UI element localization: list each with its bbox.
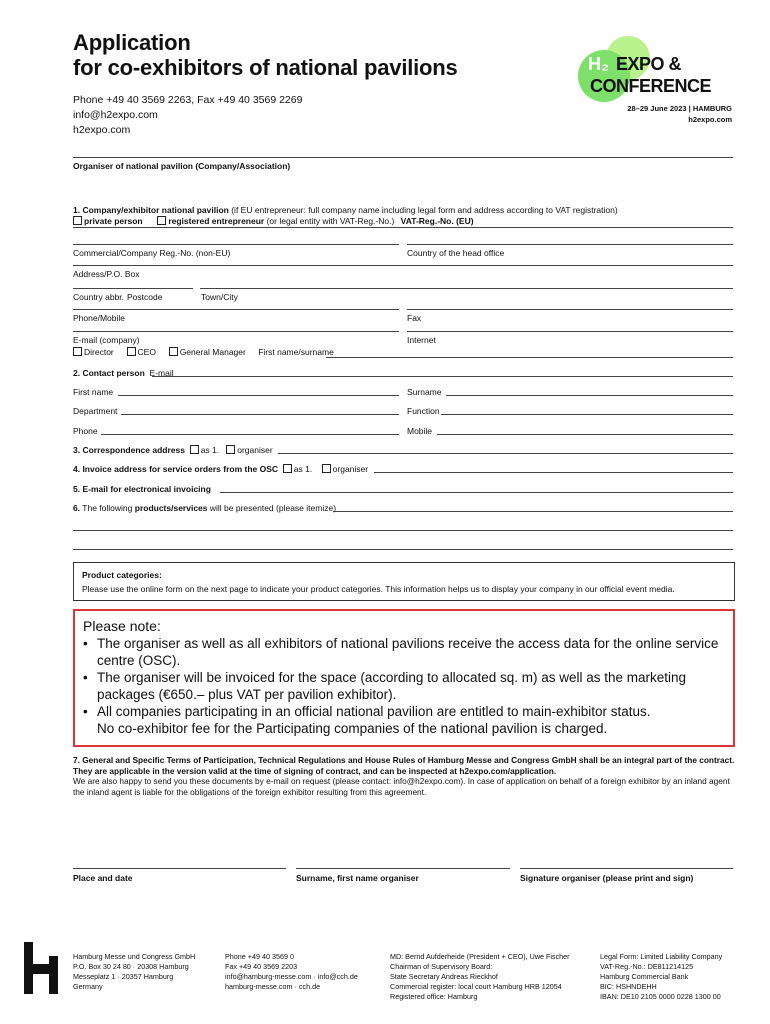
fax-label: Fax [407,313,422,323]
place-date-field[interactable] [73,868,286,869]
products-field-3[interactable] [73,549,733,550]
products-field-2[interactable] [73,530,733,531]
contact-info [73,93,302,138]
footer-line: IBAN: DE10 2105 0000 0228 1300 00 [600,992,721,1001]
footer-line: info@hamburg-messe.com · info@cch.de [225,972,358,981]
terms-text: We are also happy to send you these documents by e-mail on request (please contact: info@h2expo.com). In case of application on behalf of a foreign exhibitor by an inland agent the inland agent is liable for the obligations of the foreign exhibitor resulting from this agreement. [73,776,730,797]
entity-type-row [73,216,474,226]
footer-line: Chairman of Supervisory Board: [390,962,493,971]
surname-organiser-field[interactable] [296,868,510,869]
correspondence-organiser-checkbox[interactable] [226,445,235,454]
section-3-title: 3. Correspondence address [73,445,185,455]
section-6-bold: products/services [134,503,208,513]
section-1-note: (if EU entrepreneur: full company name including legal form and address according to VAT registration) [228,205,618,215]
footer-line: State Secretary Andreas Rieckhof [390,972,498,981]
invoice-organiser-label: organiser [332,464,369,474]
section-4-row [73,464,368,474]
logo-line-2: CONFERENCE [590,76,712,96]
surname-field[interactable] [446,395,733,396]
function-label: Function [407,406,440,416]
phone-label: Phone [73,426,98,436]
logo-line-1: EXPO & [616,54,682,74]
department-field[interactable] [121,414,399,415]
terms-section [73,755,738,797]
organiser-field[interactable] [73,157,733,158]
postcode-label: Postcode [127,292,163,302]
private-person-label: private person [84,216,143,226]
footer-line: Hamburg Messe und Congress GmbH [73,952,196,961]
products-field-1[interactable] [333,511,733,512]
ceo-label: CEO [137,347,156,357]
registered-entrepreneur-checkbox[interactable] [157,216,166,225]
ceo-checkbox[interactable] [127,347,136,356]
first-name-field[interactable] [118,395,399,396]
phone-field[interactable] [101,434,399,435]
internet-field[interactable] [407,331,733,332]
email-company-field[interactable] [73,331,399,332]
note-item: • The organiser will be invoiced for the space (according to allocated sq. m) as well as the marketing packages (€650.– plus VAT per pavilion exhibitor). [83,669,733,703]
private-person-checkbox[interactable] [73,216,82,225]
country-abbr-label: Country abbr. [73,292,125,302]
section-6-heading [73,503,336,513]
vat-label: VAT-Reg.-No. (EU) [400,216,474,226]
email-company-label: E-mail (company) [73,335,140,345]
correspondence-as1-label: as 1. [200,445,220,455]
hamburg-messe-logo [24,942,58,994]
footer-line: P.O. Box 30 24 80 · 20308 Hamburg [73,962,189,971]
director-checkbox[interactable] [73,347,82,356]
fax-field[interactable] [407,309,733,310]
footer-line: hamburg-messe.com · cch.de [225,982,321,991]
section-1-title: 1. Company/exhibitor national pavilion [73,205,229,215]
invoice-address-field[interactable] [374,472,733,473]
footer-line: Legal Form: Limited Liability Company [600,952,723,961]
correspondence-field[interactable] [278,453,733,454]
director-label: Director [84,347,114,357]
footer-line: Fax +49 40 3569 2203 [225,962,298,971]
please-note-box [73,609,735,747]
footer-company [73,952,195,992]
organiser-label: Organiser of national pavilion (Company/Association) [73,161,291,171]
country-head-field[interactable] [407,244,733,245]
general-manager-label: General Manager [179,347,246,357]
note-list [83,635,733,737]
note-item: • All companies participating in an official national pavilion are entitled to main-exhibitor status. [83,703,733,720]
logo-url: h2expo.com [688,115,732,124]
first-surname-label: First name/surname [258,347,334,357]
section-6-number: 6. [73,503,81,513]
section-6-text-1: The following [80,503,135,513]
note-item: • The organiser as well as all exhibitors of national pavilions receive the access data for the online service centre (OSC). [83,635,733,669]
page-title [73,30,458,80]
footer-line: Registered office: Hamburg [390,992,478,1001]
footer-legal [600,952,722,1002]
commercial-reg-field[interactable] [73,244,399,245]
title-line-1: Application [73,30,191,55]
signature-label: Signature organiser (please print and sign) [520,873,694,883]
phone-fax: Phone +49 40 3569 2263, Fax +49 40 3569 2269 [73,94,303,106]
department-label: Department [73,406,118,416]
section-6-text-2: will be presented (please itemize) [207,503,337,513]
section-1-heading [73,205,618,215]
product-categories-title: Product categories: [82,570,162,580]
title-line-2: for co-exhibitors of national pavilions [73,55,458,80]
country-head-label: Country of the head office [407,248,505,258]
footer-management [390,952,570,1002]
town-field[interactable] [200,288,733,289]
note-heading: Please note: [83,618,161,634]
correspondence-organiser-label: organiser [237,445,273,455]
invoice-as1-label: as 1. [293,464,313,474]
footer-contact [225,952,358,992]
commercial-reg-label: Commercial/Company Reg.-No. (non-EU) [73,248,231,258]
footer-line: Germany [73,982,103,991]
section-2-title: 2. Contact person [73,368,145,378]
footer-line: VAT-Reg.-No.: DE811214125 [600,962,694,971]
address-label: Address/P.O. Box [73,269,140,279]
general-manager-checkbox[interactable] [169,347,178,356]
correspondence-as1-checkbox[interactable] [190,445,199,454]
surname-organiser-label: Surname, first name organiser [296,873,419,883]
place-date-label: Place and date [73,873,133,883]
note-item: No co-exhibitor fee for the Participating companies of the national pavilion is charged. [97,721,608,736]
invoice-email-field[interactable] [220,492,733,493]
section-3-row [73,445,273,455]
product-categories-text: Please use the online form on the next page to indicate your product categories. This information helps us to display your company in our official event media. [82,584,675,594]
footer-line: Messeplatz 1 · 20357 Hamburg [73,972,174,981]
footer-line: Hamburg Commercial Bank [600,972,689,981]
country-abbr-field[interactable] [73,288,193,289]
phone-mobile-field[interactable] [73,309,399,310]
product-categories-box [73,562,735,601]
address-field[interactable] [73,265,733,266]
mobile-label: Mobile [407,426,433,436]
footer-line: MD: Bernd Aufderheide (President + CEO), Uwe Fischer [390,952,570,961]
role-name-field[interactable] [326,357,733,358]
town-label: Town/City [201,292,238,302]
registered-note: (or legal entity with VAT-Reg.-No.) [264,216,395,226]
internet-label: Internet [407,335,436,345]
section-4-title: 4. Invoice address for service orders from the OSC [73,464,279,474]
signature-field[interactable] [520,868,733,869]
mobile-field[interactable] [437,434,733,435]
function-field[interactable] [441,414,733,415]
phone-mobile-label: Phone/Mobile [73,313,125,323]
invoice-as1-checkbox[interactable] [283,464,292,473]
company-name-field[interactable] [73,227,733,228]
footer-line: BIC: HSHNDEHH [600,982,657,991]
registered-entrepreneur-label: registered entrepreneur [168,216,265,226]
section-5-title: 5. E-mail for electronical invoicing [73,484,211,494]
surname-label: Surname [407,387,442,397]
first-name-label: First name [73,387,114,397]
website-link[interactable]: h2expo.com [73,124,131,136]
footer-line: Phone +49 40 3569 0 [225,952,294,961]
terms-bold: 7. General and Specific Terms of Participation, Technical Regulations and House Rules of Hamburg Messe and Congress GmbH shall be an integral part of the contract. They are applicable in the version valid at the time of signing of contract, and can be inspected at h2expo.com/application. [73,755,735,776]
contact-email-label: E-mail [149,368,174,378]
contact-email-field[interactable] [152,376,733,377]
email-link[interactable]: info@h2expo.com [73,109,158,121]
invoice-organiser-checkbox[interactable] [322,464,331,473]
h2-expo-logo [560,28,740,128]
logo-date: 28–29 June 2023 | HAMBURG [627,104,732,113]
role-row [73,347,334,357]
footer-line: Commercial register: local court Hamburg HRB 12054 [390,982,562,991]
logo-h2: H₂ [588,54,609,74]
